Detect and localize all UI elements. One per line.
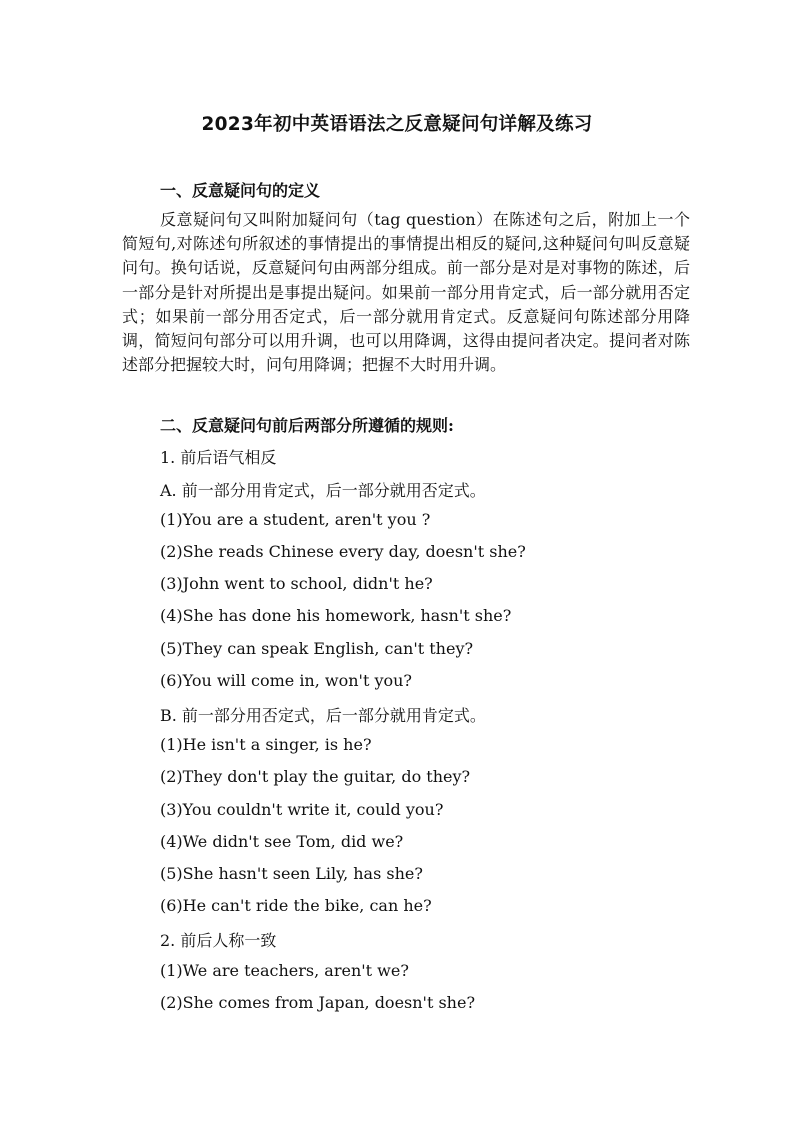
example-line: (4)She has done his homework, hasn't she?: [160, 606, 512, 625]
example-line: (2)She reads Chinese every day, doesn't she?: [160, 542, 526, 561]
document-title: 2023年初中英语语法之反意疑问句详解及练习: [201, 114, 593, 135]
subrule-heading: B. 前一部分用否定式，后一部分就用肯定式。: [160, 706, 486, 725]
definition-paragraph: 反意疑问句又叫附加疑问句（tag question）在陈述句之后，附加上一个简短句,对陈述句所叙述的事情提出的事情提出相反的疑问,这种疑问句叫反意疑问句。换句话说，反意疑问句由两部分组成。前一部分是对是对事物的陈述，后一部分是针对所提出是事提出疑问。如果前一部分用肯定式，后一部分就用否定式；如果前一部分用否定式，后一部分就用肯定式。反意疑问句陈述部分用降调，简短问句部分可以用升调，也可以用降调，这得由提问者决定。提问者对陈述部分把握较大时，问句用降调；把握不大时用升调。: [122, 210, 690, 375]
example-line: (3)You couldn't write it, could you?: [160, 800, 444, 819]
example-line: (3)John went to school, didn't he?: [160, 574, 433, 593]
example-line: (4)We didn't see Tom, did we?: [160, 832, 404, 851]
rule-heading: 1. 前后语气相反: [160, 448, 277, 467]
example-line: (1)We are teachers, aren't we?: [160, 961, 409, 980]
example-line: (2)They don't play the guitar, do they?: [160, 767, 471, 786]
section-heading-definition: 一、反意疑问句的定义: [160, 181, 321, 200]
section-heading-rules: 二、反意疑问句前后两部分所遵循的规则:: [160, 416, 454, 435]
example-line: (6)You will come in, won't you?: [160, 671, 413, 690]
example-line: (1)You are a student, aren't you ?: [160, 510, 431, 529]
example-line: (1)He isn't a singer, is he?: [160, 735, 372, 754]
example-line: (5)She hasn't seen Lily, has she?: [160, 864, 423, 883]
subrule-heading: A. 前一部分用肯定式，后一部分就用否定式。: [160, 481, 486, 500]
example-line: (6)He can't ride the bike, can he?: [160, 896, 432, 915]
example-line: (2)She comes from Japan, doesn't she?: [160, 993, 476, 1012]
example-line: (5)They can speak English, can't they?: [160, 639, 474, 658]
rule-heading: 2. 前后人称一致: [160, 931, 277, 950]
